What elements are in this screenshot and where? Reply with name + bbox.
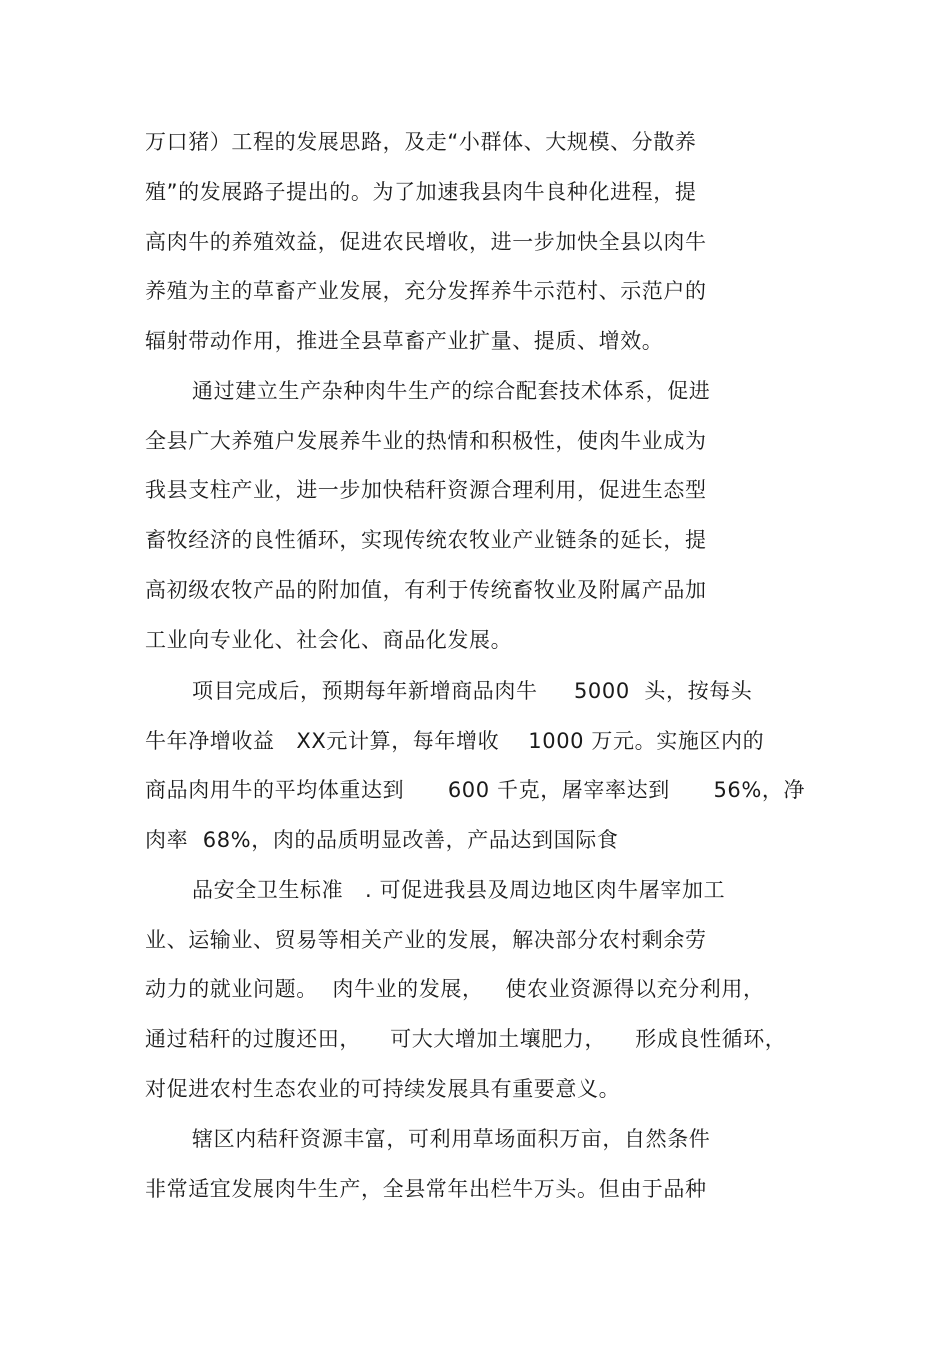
- text-line: 商品肉用牛的平均体重达到 600 千克，屠宰率达到 56%，净: [145, 778, 806, 802]
- text-line: 畜牧经济的良性循环，实现传统农牧业产业链条的延长，提: [145, 528, 707, 552]
- text-line: 我县支柱产业，进一步加快秸秆资源合理利用，促进生态型: [145, 478, 707, 502]
- text-line: 全县广大养殖户发展养牛业的热情和积极性，使肉牛业成为: [145, 429, 707, 453]
- text-line: 辐射带动作用，推进全县草畜产业扩量、提质、增效。: [145, 329, 664, 353]
- paragraph-first-line: 辖区内秸秆资源丰富，可利用草场面积万亩，自然条件: [192, 1127, 711, 1151]
- text-line: 业、运输业、贸易等相关产业的发展，解决部分农村剩余劳: [145, 928, 707, 952]
- paragraph-first-line: 通过建立生产杂种肉牛生产的综合配套技术体系，促进: [192, 379, 711, 403]
- text-line: 工业向专业化、社会化、商品化发展。: [145, 628, 513, 652]
- paragraph-first-line: 项目完成后，预期每年新增商品肉牛 5000 头，按每头: [192, 679, 753, 703]
- text-line: 肉率 68%，肉的品质明显改善，产品达到国际食: [145, 828, 619, 852]
- text-line: 高初级农牧产品的附加值，有利于传统畜牧业及附属产品加: [145, 578, 707, 602]
- text-line: 动力的就业问题。 肉牛业的发展， 使农业资源得以充分利用，: [145, 977, 765, 1001]
- paragraph-first-line: 品安全卫生标准 . 可促进我县及周边地区肉牛屠宰加工: [192, 878, 726, 902]
- text-line: 养殖为主的草畜产业发展，充分发挥养牛示范村、示范户的: [145, 279, 707, 303]
- text-line: 通过秸秆的过腹还田， 可大大增加土壤肥力， 形成良性循环，: [145, 1027, 787, 1051]
- text-line: 牛年净增收益 XX元计算，每年增收 1000 万元。实施区内的: [145, 729, 765, 753]
- text-line: 高肉牛的养殖效益，促进农民增收，进一步加快全县以肉牛: [145, 230, 707, 254]
- text-line: 非常适宜发展肉牛生产，全县常年出栏牛万头。但由于品种: [145, 1177, 707, 1201]
- text-line: 万口猪）工程的发展思路，及走“小群体、大规模、分散养: [145, 130, 697, 154]
- text-line: 殖”的发展路子提出的。为了加速我县肉牛良种化进程，提: [145, 180, 697, 204]
- text-line: 对促进农村生态农业的可持续发展具有重要意义。: [145, 1077, 621, 1101]
